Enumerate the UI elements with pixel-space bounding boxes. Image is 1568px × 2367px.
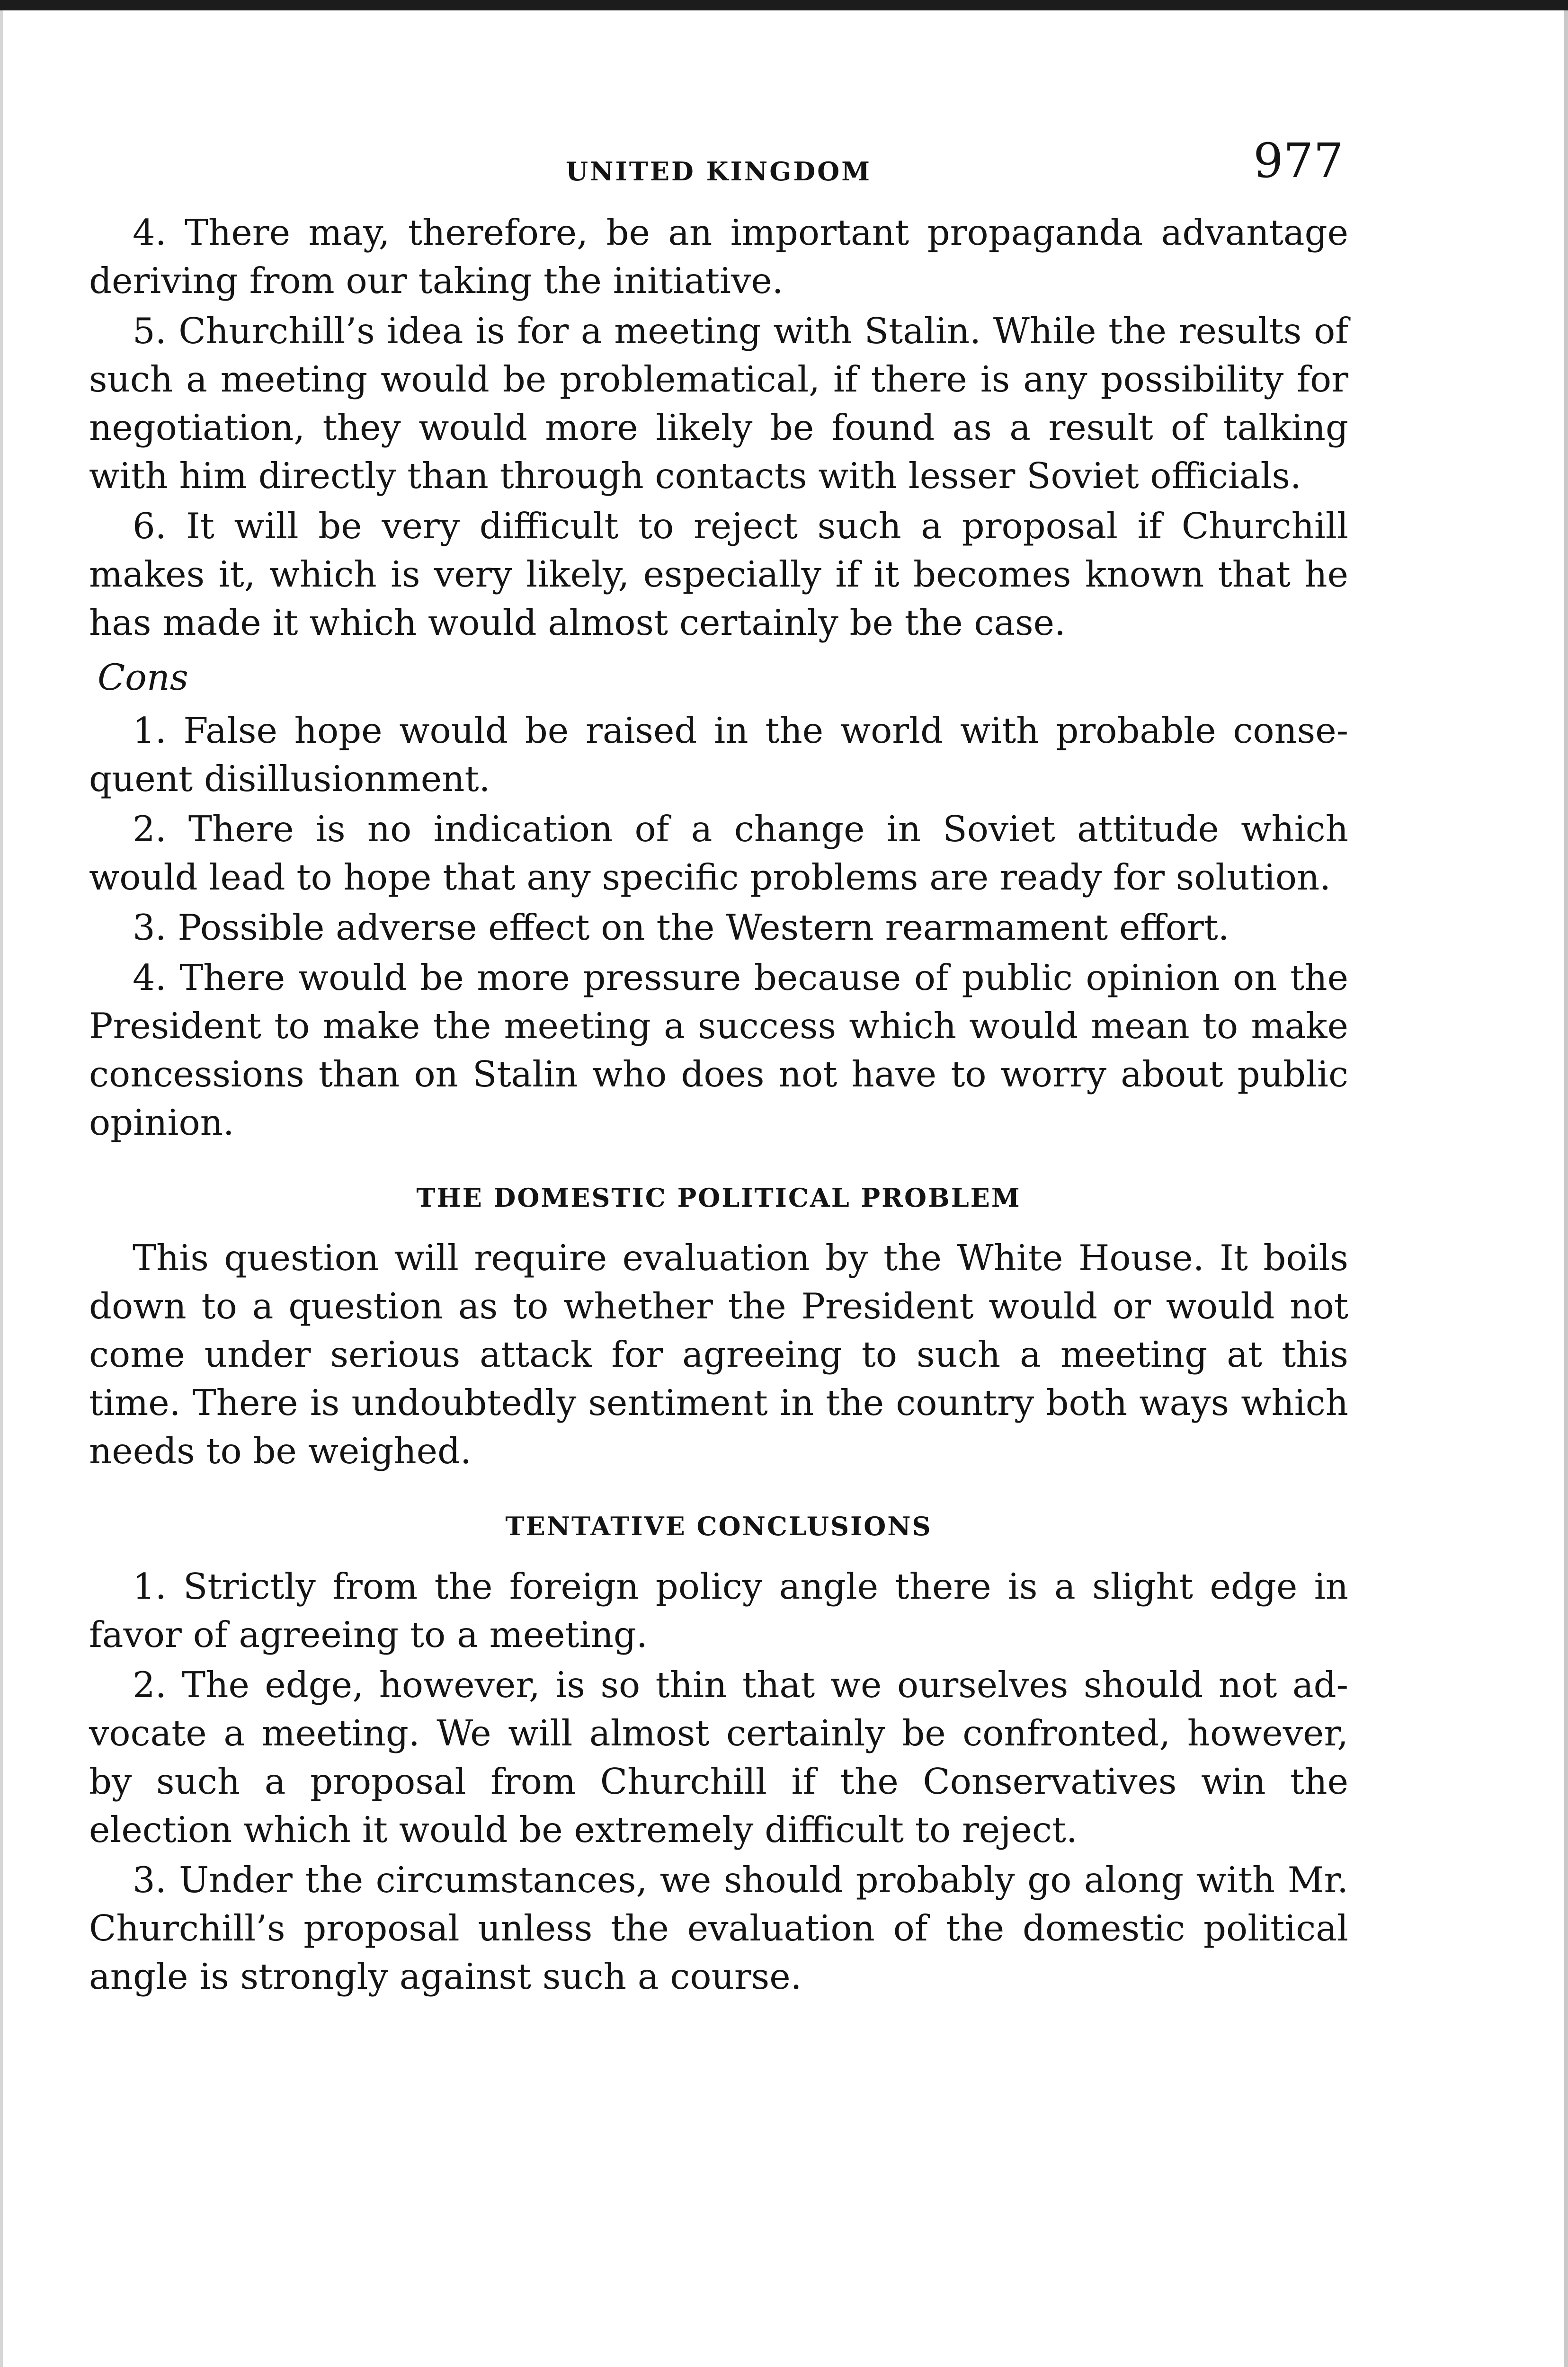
cons-section [89,653,1348,1147]
conclusion-item-1: 1. Strictly from the foreign policy angle there is a slight edge in favor of agreeing to a meeting. [89,1566,1348,1655]
pros-continued-section [89,208,1348,647]
pros-item-6: 6. It will be very difficult to reject such a proposal if Churchill makes it, which is very likely, especially if it becomes known that he has made it which would almost certainly be the case. [89,505,1348,643]
pros-item-5: 5. Churchill’s idea is for a meeting with Stalin. While the results of such a meeting would be problematical, if there is any possibility for negotiation, they would more likely be found as a result of talking with him directly than through contacts with lesser Soviet officials. [89,310,1348,497]
document-page [89,133,1348,2002]
left-page-edge [0,10,3,2367]
conclusion-item-3: 3. Under the circumstances, we should probably go along with Mr. Churchill’s proposal unless the evaluation of the domestic political angle is strongly against such a course. [89,1859,1348,1997]
conclusions-section [89,1511,1348,2001]
conclusion-item-2: 2. The edge, however, is so thin that we ourselves should not advocate a meeting. We will almost certainly be confronted, however, by such a proposal from Churchill if the Conservatives win the election which it would be extremely difficult to reject. [89,1664,1348,1851]
cons-item-1: 1. False hope would be raised in the world with probable consequent disillusionment. [89,710,1348,800]
domestic-heading: THE DOMESTIC POLITICAL PROBLEM [416,1183,1021,1213]
cons-heading: Cons [98,656,188,698]
domestic-section [89,1183,1348,1475]
page-number: 977 [1253,133,1344,188]
top-edge-rule [0,0,1568,10]
cons-item-4: 4. There would be more pressure because of public opinion on the President to make the meeting a success which would mean to make concessions than on Stalin who does not have to worry about public opinion. [89,957,1348,1143]
pros-item-4: 4. There may, therefore, be an important propaganda advantage deriving from our taking the initiative. [89,212,1348,302]
running-title: UNITED KINGDOM [566,156,872,187]
cons-item-2: 2. There is no indication of a change in Soviet attitude which would lead to hope that any specific problems are ready for solution. [89,808,1348,898]
right-page-edge [1564,10,1568,2367]
running-header [89,133,1348,208]
cons-item-3: 3. Possible adverse effect on the Western rearmament effort. [133,907,1229,948]
domestic-paragraph: This question will require evaluation by the White House. It boils down to a question as to whether the President would or would not come under serious attack for agreeing to such a meeting at this time. There is undoubtedly sentiment in the country both ways which needs to be weighed. [89,1237,1348,1472]
conclusions-heading: TENTATIVE CONCLUSIONS [505,1511,932,1541]
